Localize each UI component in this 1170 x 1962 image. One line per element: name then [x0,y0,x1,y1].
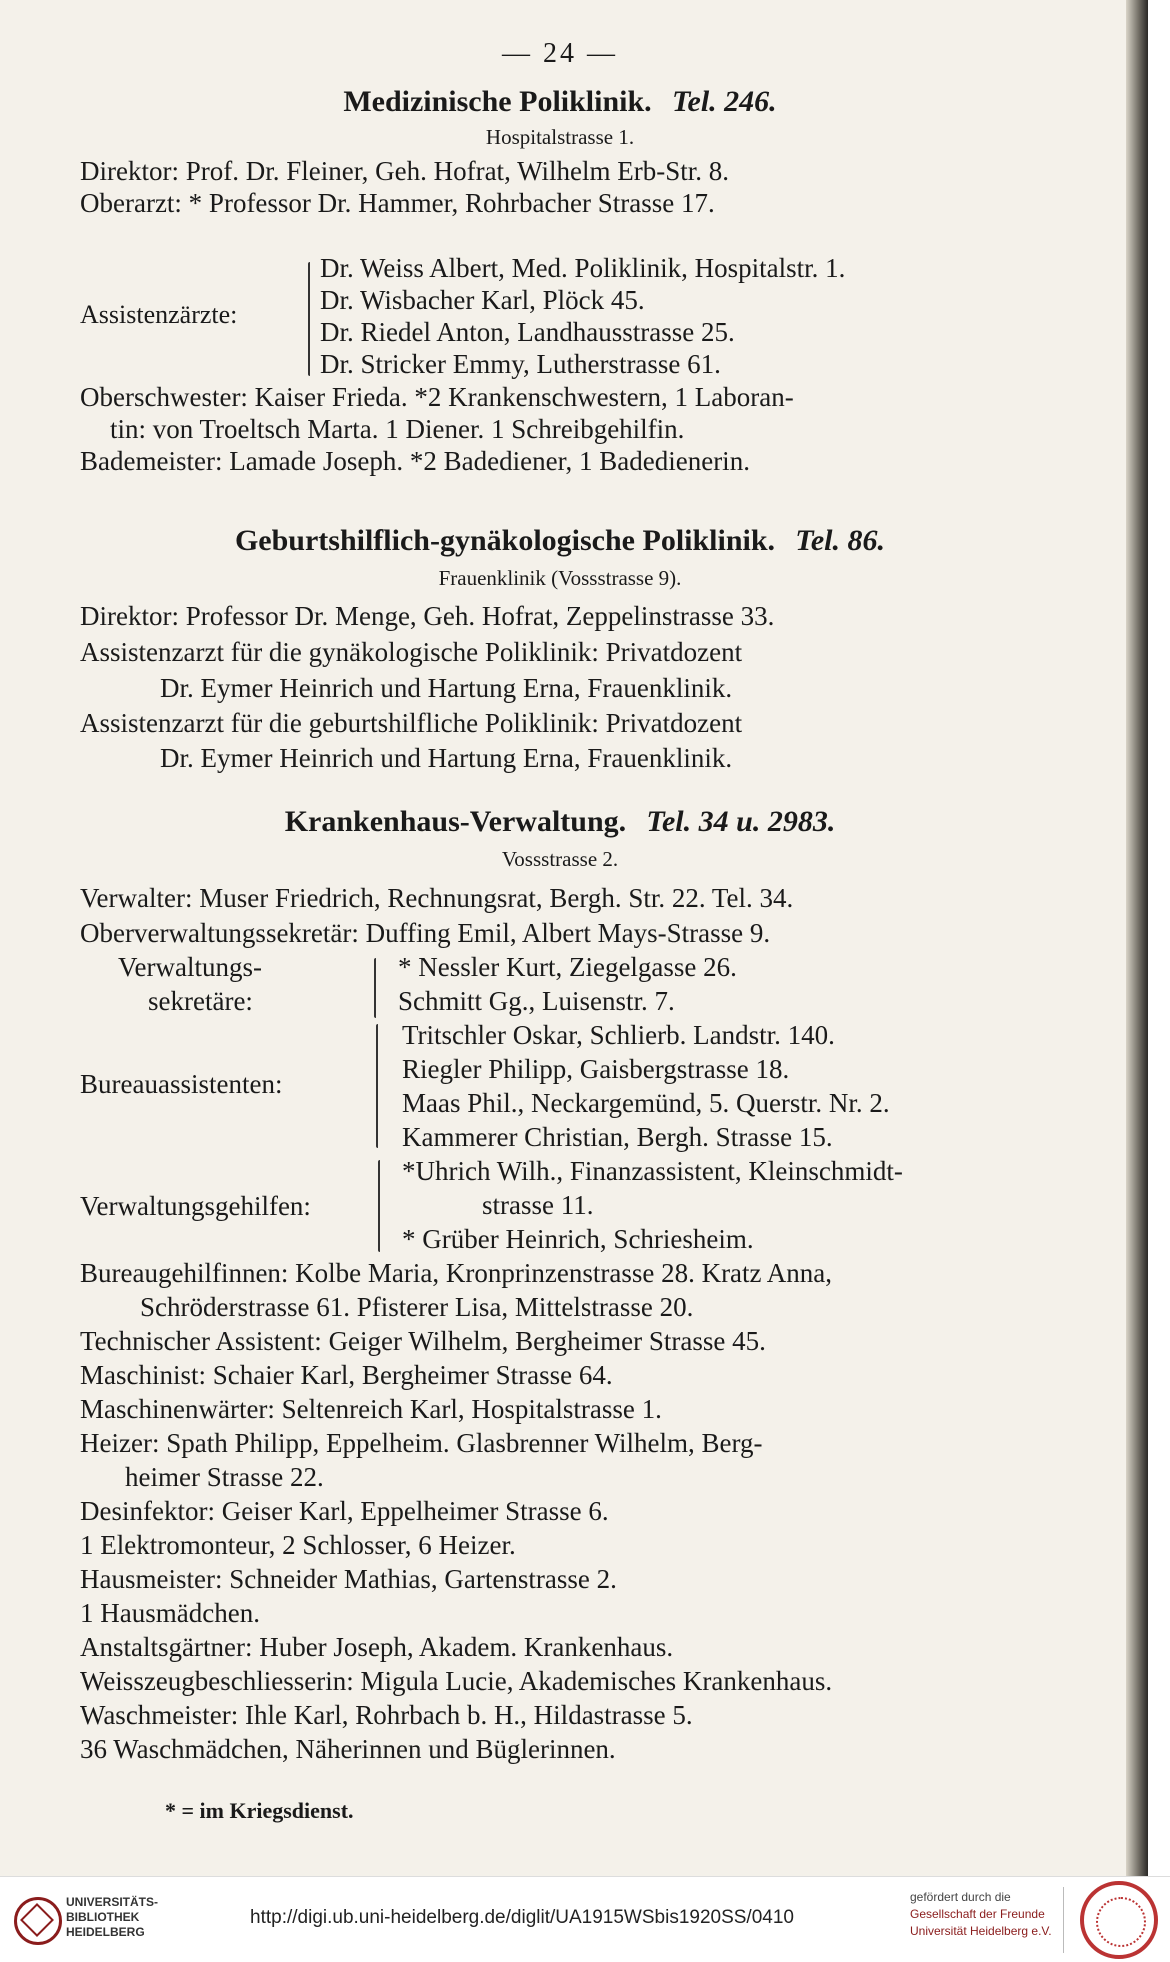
list-item: Dr. Weiss Albert, Med. Poliklinik, Hospitalstr. 1. [320,253,846,283]
text-line: Anstaltsgärtner: Huber Joseph, Akadem. Krankenhaus. [80,1632,674,1662]
text-line: Dr. Eymer Heinrich und Hartung Erna, Frauenklinik. [160,673,733,703]
library-name[interactable]: UNIVERSITÄTS- BIBLIOTHEK HEIDELBERG [66,1895,159,1939]
text-line: tin: von Troeltsch Marta. 1 Diener. 1 Schreibgehilfin. [110,414,685,444]
group-label: Verwaltungsgehilfen: [80,1191,311,1221]
list-item: * Grüber Heinrich, Schriesheim. [402,1224,754,1254]
page-number: — 24 — [502,38,618,69]
list-item: Maas Phil., Neckargemünd, 5. Querstr. Nr. 2. [402,1088,890,1118]
group-label: Bureauassistenten: [80,1069,283,1099]
book-spine-shadow [1126,0,1148,1876]
list-item: Tritschler Oskar, Schlierb. Landstr. 140. [402,1020,835,1050]
list-item: * Nessler Kurt, Ziegelgasse 26. [398,952,737,982]
section-address: Vossstrasse 2. [501,847,619,871]
digitization-footer [0,1876,1170,1962]
text-line: Dr. Eymer Heinrich und Hartung Erna, Frauenklinik. [160,743,733,773]
list-item: Riegler Philipp, Gaisbergstrasse 18. [402,1054,790,1084]
list-item: Schmitt Gg., Luisenstr. 7. [398,986,675,1016]
list-item: Dr. Stricker Emmy, Lutherstrasse 61. [320,349,721,379]
text-line: Oberarzt: * Professor Dr. Hammer, Rohrbacher Strasse 17. [80,188,715,218]
brace [376,1024,378,1148]
text-line: Schröderstrasse 61. Pfisterer Lisa, Mittelstrasse 20. [140,1292,694,1322]
text-line: heimer Strasse 22. [125,1462,324,1492]
list-item: *Uhrich Wilh., Finanzassistent, Kleinschmidt- [402,1156,903,1186]
text-line: Assistenzarzt für die geburtshilfliche Poliklinik: Privatdozent [80,708,743,738]
text-line: Maschinenwärter: Seltenreich Karl, Hospitalstrasse 1. [80,1394,662,1424]
group-label: sekretäre: [148,986,253,1016]
text-line: Heizer: Spath Philipp, Eppelheim. Glasbrenner Wilhelm, Berg- [80,1428,763,1458]
footer-divider [1063,1887,1064,1953]
section-address: Frauenklinik (Vossstrasse 9). [438,566,682,590]
text-line: Hausmeister: Schneider Mathias, Gartenstrasse 2. [80,1564,617,1594]
text-line: Direktor: Prof. Dr. Fleiner, Geh. Hofrat, Wilhelm Erb-Str. 8. [80,156,729,186]
text-line: 1 Elektromonteur, 2 Schlosser, 6 Heizer. [80,1530,516,1560]
section-heading-krankenhaus-verwaltung: Krankenhaus-Verwaltung. Tel. 34 u. 2983. [284,805,836,838]
text-line: Oberschwester: Kaiser Frieda. *2 Krankenschwestern, 1 Laboran- [80,382,794,412]
text-line: Desinfektor: Geiser Karl, Eppelheimer Strasse 6. [80,1496,609,1526]
university-seal-icon[interactable] [1080,1881,1158,1959]
list-item: strasse 11. [482,1190,594,1220]
text-line: Bureaugehilfinnen: Kolbe Maria, Kronprinzenstrasse 28. Kratz Anna, [80,1258,833,1288]
sponsor-credit[interactable]: gefördert durch die Gesellschaft der Freunde Universität Heidelberg e.V. [910,1890,1052,1938]
text-line: Weisszeugbeschliesserin: Migula Lucie, Akademisches Krankenhaus. [80,1666,833,1696]
text-line: Assistenzarzt für die gynäkologische Poliklinik: Privatdozent [80,637,743,667]
text-line: Bademeister: Lamade Joseph. *2 Badediener, 1 Badedienerin. [80,446,750,476]
text-line: Technischer Assistent: Geiger Wilhelm, Bergheimer Strasse 45. [80,1326,766,1356]
section-address: Hospitalstrasse 1. [485,125,635,149]
brace [378,1160,380,1252]
list-item: Dr. Wisbacher Karl, Plöck 45. [320,285,645,315]
footnote: * = im Kriegsdienst. [165,1798,354,1823]
list-item: Dr. Riedel Anton, Landhausstrasse 25. [320,317,735,347]
section-heading-geburtshilflich: Geburtshilflich-gynäkologische Poliklinik. Tel. 86. [234,524,886,557]
group-label: Verwaltungs- [118,952,262,982]
brace [308,262,310,376]
section-heading-medizinische-poliklinik: Medizinische Poliklinik. Tel. 246. [343,85,777,118]
text-line: Oberverwaltungssekretär: Duffing Emil, Albert Mays-Strasse 9. [80,918,771,948]
list-item: Kammerer Christian, Bergh. Strasse 15. [402,1122,833,1152]
permalink-url[interactable]: http://digi.ub.uni-heidelberg.de/diglit/UA1915WSbis1920SS/0410 [250,1907,794,1928]
text-line: 36 Waschmädchen, Näherinnen und Büglerinnen. [80,1734,616,1764]
text-line: Verwalter: Muser Friedrich, Rechnungsrat, Bergh. Str. 22. Tel. 34. [80,883,794,913]
group-label: Assistenzärzte: [80,300,238,329]
text-line: Direktor: Professor Dr. Menge, Geh. Hofrat, Zeppelinstrasse 33. [80,601,775,631]
text-line: Waschmeister: Ihle Karl, Rohrbach b. H., Hildastrasse 5. [80,1700,693,1730]
library-logo-icon[interactable] [14,1897,62,1945]
text-line: Maschinist: Schaier Karl, Bergheimer Strasse 64. [80,1360,613,1390]
brace [374,958,376,1018]
text-line: 1 Hausmädchen. [80,1598,260,1628]
